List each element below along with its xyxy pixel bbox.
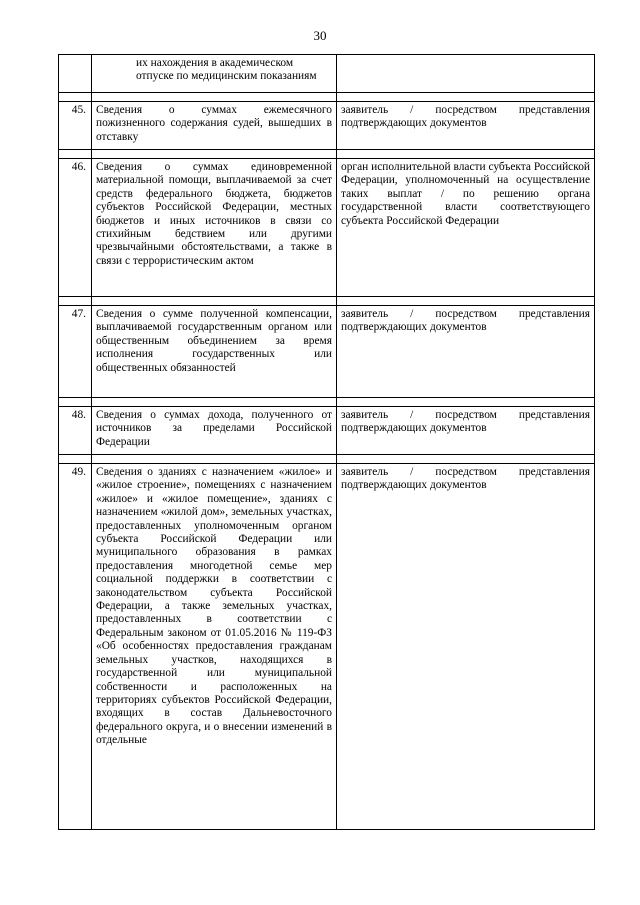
row-description-text: Сведения о суммах ежемесячного пожизненного содержания судей, вышедших в отставку [96, 104, 332, 143]
table-row [59, 464, 595, 830]
row-description-text: Сведения о зданиях с назначением «жилое» и «жилое строение», помещениях с назначением «жилое» и «жилое помещение», зданиях с назначением «жилой дом», земельных участках, предоставленных уполномоченным органом субъекта Российской Федерации или муниципального образования в рамках предоставления многодетной семье мер социальной поддержки в соответствии с законодательством субъекта Российской Федерации, а также земельных участках, предоставленных в соответствии с Федеральным законом от 01.05.2016 № 119-ФЗ «Об особенностях предоставления гражданам земельных участков, находящихся в государственной или муниципальной собственности и расположенных на территориях субъектов Российской Федерации, входящих в состав Дальневосточного федерального округа, и о внесении изменений в отдельные [96, 466, 332, 747]
row-number: 49. [59, 464, 92, 830]
row-source [337, 407, 595, 455]
row-source-text: заявитель / посредством представления подтверждающих документов [341, 466, 590, 492]
row-number: 48. [59, 407, 92, 455]
row-description [92, 102, 337, 150]
row-source [337, 102, 595, 150]
row-number: 46. [59, 159, 92, 297]
row-gap [59, 455, 595, 464]
row-gap [59, 398, 595, 407]
page-number: 30 [313, 28, 327, 43]
row-description [92, 464, 337, 830]
row-gap [59, 150, 595, 159]
table-row [59, 407, 595, 455]
table-row [59, 55, 595, 93]
row-description-text: Сведения о сумме полученной компенсации, выплачиваемой государственным органом или общественным объединением за время исполнения государственных или общественных обязанностей [96, 308, 332, 374]
row-source-text: заявитель / посредством представления подтверждающих документов [341, 308, 590, 334]
table-row [59, 306, 595, 398]
row-description-text: Сведения о суммах единовременной материальной помощи, выплачиваемой за счет средств федерального бюджета, бюджетов субъектов Российской Федерации, местных бюджетов и иных источников в связи со стихийным бедствием или другими чрезвычайными обстоятельствами, а также в связи с террористическим актом [96, 161, 332, 267]
row-description [92, 159, 337, 297]
row-description [92, 55, 337, 93]
row-description [92, 306, 337, 398]
row-source [337, 306, 595, 398]
row-source [337, 159, 595, 297]
row-number [59, 55, 92, 93]
documents-table [58, 54, 595, 830]
table-row [59, 159, 595, 297]
row-number: 45. [59, 102, 92, 150]
row-source-text: заявитель / посредством представления подтверждающих документов [341, 409, 590, 435]
row-number: 47. [59, 306, 92, 398]
row-description-text: Сведения о суммах дохода, полученного от источников за пределами Российской Федерации [96, 409, 332, 448]
row-source-text: заявитель / посредством представления подтверждающих документов [341, 104, 590, 130]
row-description [92, 407, 337, 455]
row-source-text: орган исполнительной власти субъекта Российской Федерации, уполномоченный на осуществление таких выплат / по решению органа государственной власти соответствующего субъекта Российской Федерации [341, 161, 590, 227]
row-gap [59, 93, 595, 102]
row-source [337, 464, 595, 830]
row-source [337, 55, 595, 93]
row-description-text: их нахождения в академическом отпуске по медицинским показаниям [136, 57, 317, 83]
row-gap [59, 297, 595, 306]
table-row [59, 102, 595, 150]
